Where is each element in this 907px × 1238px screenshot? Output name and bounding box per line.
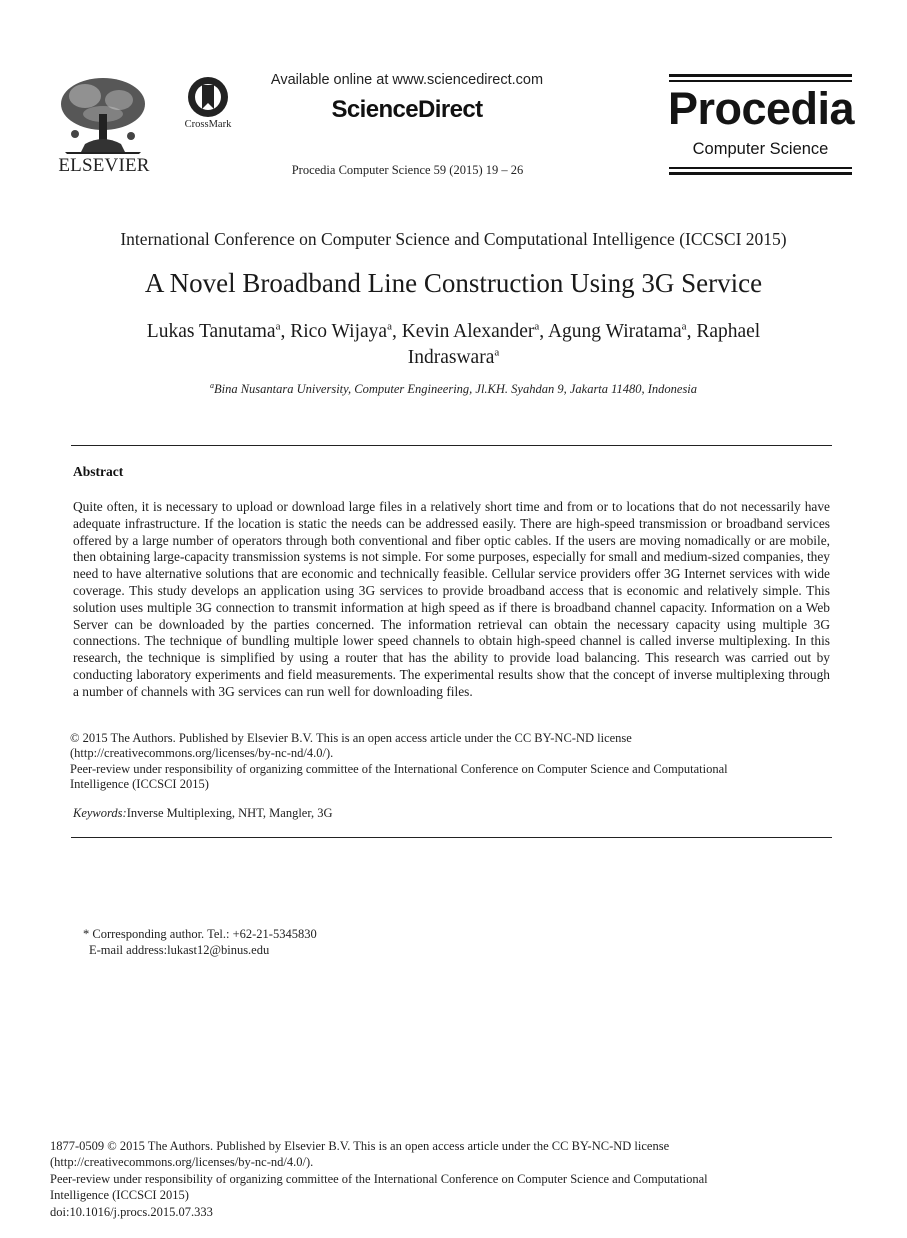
- copyright-notice: [70, 731, 840, 793]
- procedia-journal-subtitle: Computer Science: [692, 140, 829, 158]
- peer-review-line: Intelligence (ICCSCI 2015): [70, 777, 209, 792]
- affiliation-mark: a: [387, 320, 392, 333]
- copyright-line: © 2015 The Authors. Published by Elsevier B.V. This is an open access article under the CC BY-NC-ND license: [70, 731, 632, 745]
- footer-peer-review: Intelligence (ICCSCI 2015): [50, 1188, 189, 1203]
- procedia-top-rule-2: [669, 80, 852, 82]
- paper-title: A Novel Broadband Line Construction Using 3G Service: [144, 268, 763, 298]
- affiliation-mark: a: [494, 346, 500, 359]
- author-separator: ,: [280, 321, 291, 342]
- divider-bottom: [71, 837, 832, 838]
- publisher-name: ELSEVIER: [58, 155, 150, 176]
- author-list: [100, 319, 807, 371]
- affiliation-mark: a: [534, 320, 540, 333]
- available-online-link[interactable]: Available online at www.sciencedirect.com: [270, 72, 544, 88]
- author-name: Agung Wiratama: [547, 321, 682, 342]
- affiliation-text: Bina Nusantara University, Computer Engineering, Jl.KH. Syahdan 9, Jakarta 11480, Indonesia: [213, 382, 698, 396]
- procedia-journal-logo: Procedia: [667, 83, 855, 134]
- footer-license-link[interactable]: (http://creativecommons.org/licenses/by-nc-nd/4.0/).: [50, 1155, 314, 1170]
- email-address[interactable]: E-mail address:lukast12@binus.edu: [89, 942, 270, 957]
- author-name: Rico Wijaya: [290, 321, 388, 342]
- author-separator: ,: [686, 321, 697, 342]
- abstract-body: Quite often, it is necessary to upload or download large files in a relatively short time and from or to locations that do not necessarily have adequate infrastructure. If the location is static the needs can be addressed easily. There are high-speed transmission or broadband services offered by a large number of operators through both conventional and fiber optic cables. If the users are moving nomadically or are mobile, then obtaining large-capacity transmission systems is not simple. For some purposes, especially for small and medium-sized companies, they need to have alternative solutions that are economic and technically feasible. Cellular service providers offer 3G Internet services with wide coverage. This study develops an application using 3G services to provide broadband access that is economic and relatively simple. This solution uses multiple 3G connection to transmit information at high speed as if there is broadband channel capacity. Information on a Web Server can be downloaded by the parties concerned. The information retrieval can obtain the necessary capacity using multiple 3G connections. The technique of bundling multiple lower speed channels to obtain high-speed channel is called inverse multiplexing. In this research, the technique is simplified by using a router that has the ability to provide load balancing. This research was carried out by conducting laboratory experiments and field measurements. The experimental results show that the concept of inverse multiplexing through a number of channels with 3G services can run well for downloading files.: [73, 499, 830, 699]
- keywords: [73, 806, 333, 821]
- affiliation-mark: a: [681, 320, 687, 333]
- author-name: Lukas Tanutama: [146, 321, 276, 342]
- license-link[interactable]: (http://creativecommons.org/licenses/by-nc-nd/4.0/).: [70, 746, 334, 761]
- corresponding-author-footnote: [83, 927, 317, 958]
- author-separator: ,: [391, 321, 402, 342]
- author-name: Raphael Indraswara: [407, 321, 761, 368]
- author-separator: ,: [539, 321, 548, 342]
- corresponding-author: * Corresponding author. Tel.: +62-21-5345830: [83, 927, 317, 941]
- author-name: Kevin Alexander: [401, 321, 535, 342]
- divider-top: [71, 445, 832, 446]
- affiliation-mark: a: [209, 380, 214, 390]
- affiliation-mark: a: [275, 320, 281, 333]
- footer-issn-copyright: 1877-0509 © 2015 The Authors. Published by Elsevier B.V. This is an open access article under the CC BY-NC-ND license: [50, 1139, 670, 1153]
- abstract-heading: Abstract: [73, 464, 124, 479]
- procedia-bottom-rule-1: [669, 167, 852, 169]
- affiliation: [40, 382, 867, 397]
- footer-peer-review: Peer-review under responsibility of organizing committee of the International Conference on Computer Science and Computational: [50, 1171, 708, 1186]
- peer-review-line: Peer-review under responsibility of organizing committee of the International Conference on Computer Science and Computational: [70, 761, 728, 776]
- journal-reference: Procedia Computer Science 59 (2015) 19 – 26: [291, 163, 524, 177]
- conference-name: International Conference on Computer Science and Computational Intelligence (ICCSCI 2015): [120, 229, 787, 249]
- procedia-top-rule-1: [669, 74, 852, 77]
- footer-doi[interactable]: doi:10.1016/j.procs.2015.07.333: [50, 1204, 213, 1219]
- crossmark-label: CrossMark: [184, 119, 232, 130]
- keywords-value: Inverse Multiplexing, NHT, Mangler, 3G: [126, 806, 333, 820]
- procedia-bottom-rule-2: [669, 172, 852, 175]
- keywords-label: Keywords:: [73, 806, 127, 820]
- sciencedirect-logo: ScienceDirect: [331, 96, 483, 123]
- page-footer: [50, 1138, 850, 1220]
